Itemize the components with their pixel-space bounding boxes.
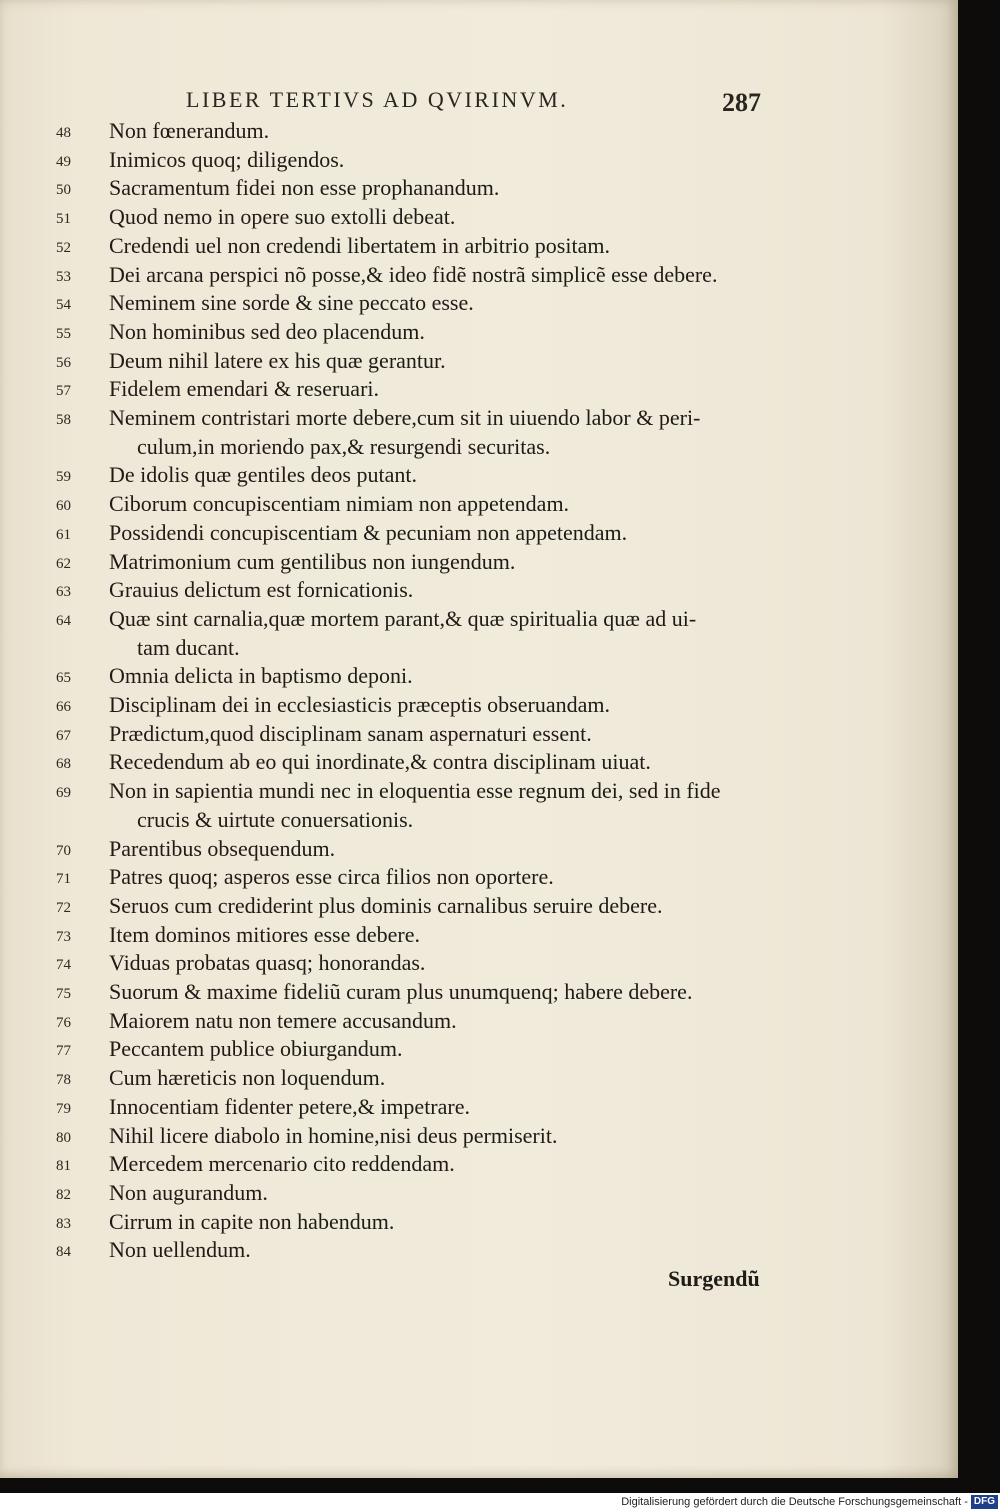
chapter-title: Deum nihil latere ex his quæ gerantur. — [109, 347, 446, 373]
chapter-number: 53 — [56, 268, 71, 285]
chapter-number: 55 — [56, 325, 71, 342]
chapter-title: Inimicos quoq; diligendos. — [109, 146, 345, 172]
chapter-number: 60 — [56, 498, 71, 515]
chapter-title: Patres quoq; asperos esse circa filios non oportere. — [109, 864, 554, 890]
chapter-title: Seruos cum crediderint plus dominis carnalibus seruire debere. — [109, 892, 663, 918]
chapter-title: Ciborum concupiscentiam nimiam non appetendam. — [109, 491, 570, 517]
chapter-title: Non uellendum. — [109, 1237, 251, 1263]
chapter-number: 67 — [56, 727, 71, 744]
chapter-number: 59 — [56, 469, 71, 486]
chapter-number: 78 — [56, 1072, 71, 1089]
chapter-title: Quæ sint carnalia,quæ mortem parant,& quæ spiritualia quæ ad ui- — [109, 605, 697, 631]
chapter-title-continuation: crucis & uirtute conuersationis. — [137, 806, 414, 832]
chapter-number: 63 — [56, 584, 71, 601]
running-title: LIBER TERTIVS AD QVIRINVM. — [186, 87, 569, 112]
chapter-number: 84 — [56, 1244, 71, 1261]
chapter-number: 76 — [56, 1014, 71, 1031]
chapter-title: Disciplinam dei in ecclesiasticis præceptis obseruandam. — [109, 692, 610, 717]
chapter-title: Maiorem natu non temere accusandum. — [109, 1007, 457, 1033]
chapter-title: Parentibus obsequendum. — [109, 835, 336, 861]
chapter-title: Quod nemo in opere suo extolli debeat. — [109, 204, 456, 230]
chapter-title: Cirrum in capite non habendum. — [109, 1208, 395, 1234]
chapter-title: Neminem sine sorde & sine peccato esse. — [109, 290, 474, 316]
chapter-number: 81 — [56, 1158, 71, 1175]
chapter-title: Recedendum ab eo qui inordinate,& contra disciplinam uiuat. — [109, 749, 651, 775]
chapter-number: 50 — [56, 182, 71, 199]
chapter-number: 83 — [56, 1215, 71, 1232]
chapter-title: Mercedem mercenario cito reddendam. — [109, 1151, 455, 1177]
chapter-number: 62 — [56, 555, 71, 572]
chapter-number: 74 — [56, 957, 71, 974]
page-number: 287 — [722, 88, 761, 117]
chapter-number: 72 — [56, 899, 71, 916]
chapter-title: Nihil licere diabolo in homine,nisi deus permiserit. — [109, 1122, 558, 1148]
chapter-number: 69 — [56, 785, 71, 802]
chapter-title: Grauius delictum est fornicationis. — [109, 577, 414, 603]
chapter-number: 68 — [56, 756, 71, 773]
chapter-title: Fidelem emendari & reseruari. — [109, 376, 380, 402]
chapter-number: 64 — [56, 612, 71, 629]
chapter-number: 77 — [56, 1043, 71, 1060]
chapter-number: 54 — [56, 297, 71, 314]
chapter-title: Neminem contristari morte debere,cum sit in uiuendo labor & peri- — [109, 405, 701, 430]
chapter-number: 51 — [56, 211, 71, 228]
chapter-number: 70 — [56, 842, 71, 859]
chapter-number: 49 — [56, 153, 71, 170]
chapter-title: Innocentiam fidenter petere,& impetrare. — [109, 1093, 470, 1119]
chapter-title: Sacramentum fidei non esse prophanandum. — [109, 175, 500, 201]
chapter-title: Cum hæreticis non loquendum. — [109, 1065, 386, 1091]
chapter-title-continuation: culum,in moriendo pax,& resurgendi securitas. — [137, 433, 551, 459]
chapter-number: 66 — [56, 699, 71, 715]
chapter-title: Non in sapientia mundi nec in eloquentia esse regnum dei, sed in fide — [109, 778, 721, 804]
chapter-number: 79 — [56, 1100, 71, 1117]
chapter-title: Dei arcana perspici nõ posse,& ideo fidẽ nostrã simplicẽ esse debere. — [109, 261, 718, 287]
chapter-title: Item dominos mitiores esse debere. — [109, 921, 420, 947]
chapter-title: Non hominibus sed deo placendum. — [109, 318, 425, 344]
digitization-credit — [607, 1493, 1000, 1511]
chapter-title: Possidendi concupiscentiam & pecuniam non appetendam. — [109, 519, 628, 545]
chapter-number: 65 — [56, 670, 71, 687]
chapter-title: Non fœnerandum. — [109, 118, 270, 143]
chapter-title: Credendi uel non credendi libertatem in arbitrio positam. — [109, 232, 610, 258]
chapter-number: 82 — [56, 1186, 71, 1203]
chapter-title: Non augurandum. — [109, 1179, 268, 1205]
chapter-title: De idolis quæ gentiles deos putant. — [109, 462, 417, 488]
chapter-title: Peccantem publice obiurgandum. — [109, 1036, 403, 1062]
chapter-number: 52 — [56, 239, 71, 256]
chapter-number: 57 — [56, 383, 71, 400]
chapter-title: Matrimonium cum gentilibus non iungendum. — [109, 548, 516, 574]
chapter-number: 75 — [56, 986, 71, 1002]
chapter-title: Omnia delicta in baptismo deponi. — [109, 663, 413, 689]
dfg-logo: DFG — [971, 1495, 998, 1509]
chapter-title: Viduas probatas quasq; honorandas. — [109, 950, 426, 976]
chapter-number: 80 — [56, 1129, 71, 1146]
chapter-number: 71 — [56, 871, 71, 888]
chapter-number: 73 — [56, 928, 71, 945]
catchword: Surgendũ — [668, 1266, 760, 1291]
chapter-title: Prædictum,quod disciplinam sanam aspernaturi essent. — [109, 720, 592, 746]
chapter-number: 56 — [56, 354, 71, 371]
chapter-number: 58 — [56, 412, 71, 428]
chapter-number: 61 — [56, 526, 71, 543]
chapter-number: 48 — [56, 125, 71, 141]
credit-text: Digitalisierung gefördert durch die Deutsche Forschungsgemeinschaft - — [621, 1496, 968, 1508]
chapter-title-continuation: tam ducant. — [137, 634, 240, 660]
chapter-title: Suorum & maxime fideliũ curam plus unumquenq; habere debere. — [109, 979, 693, 1004]
